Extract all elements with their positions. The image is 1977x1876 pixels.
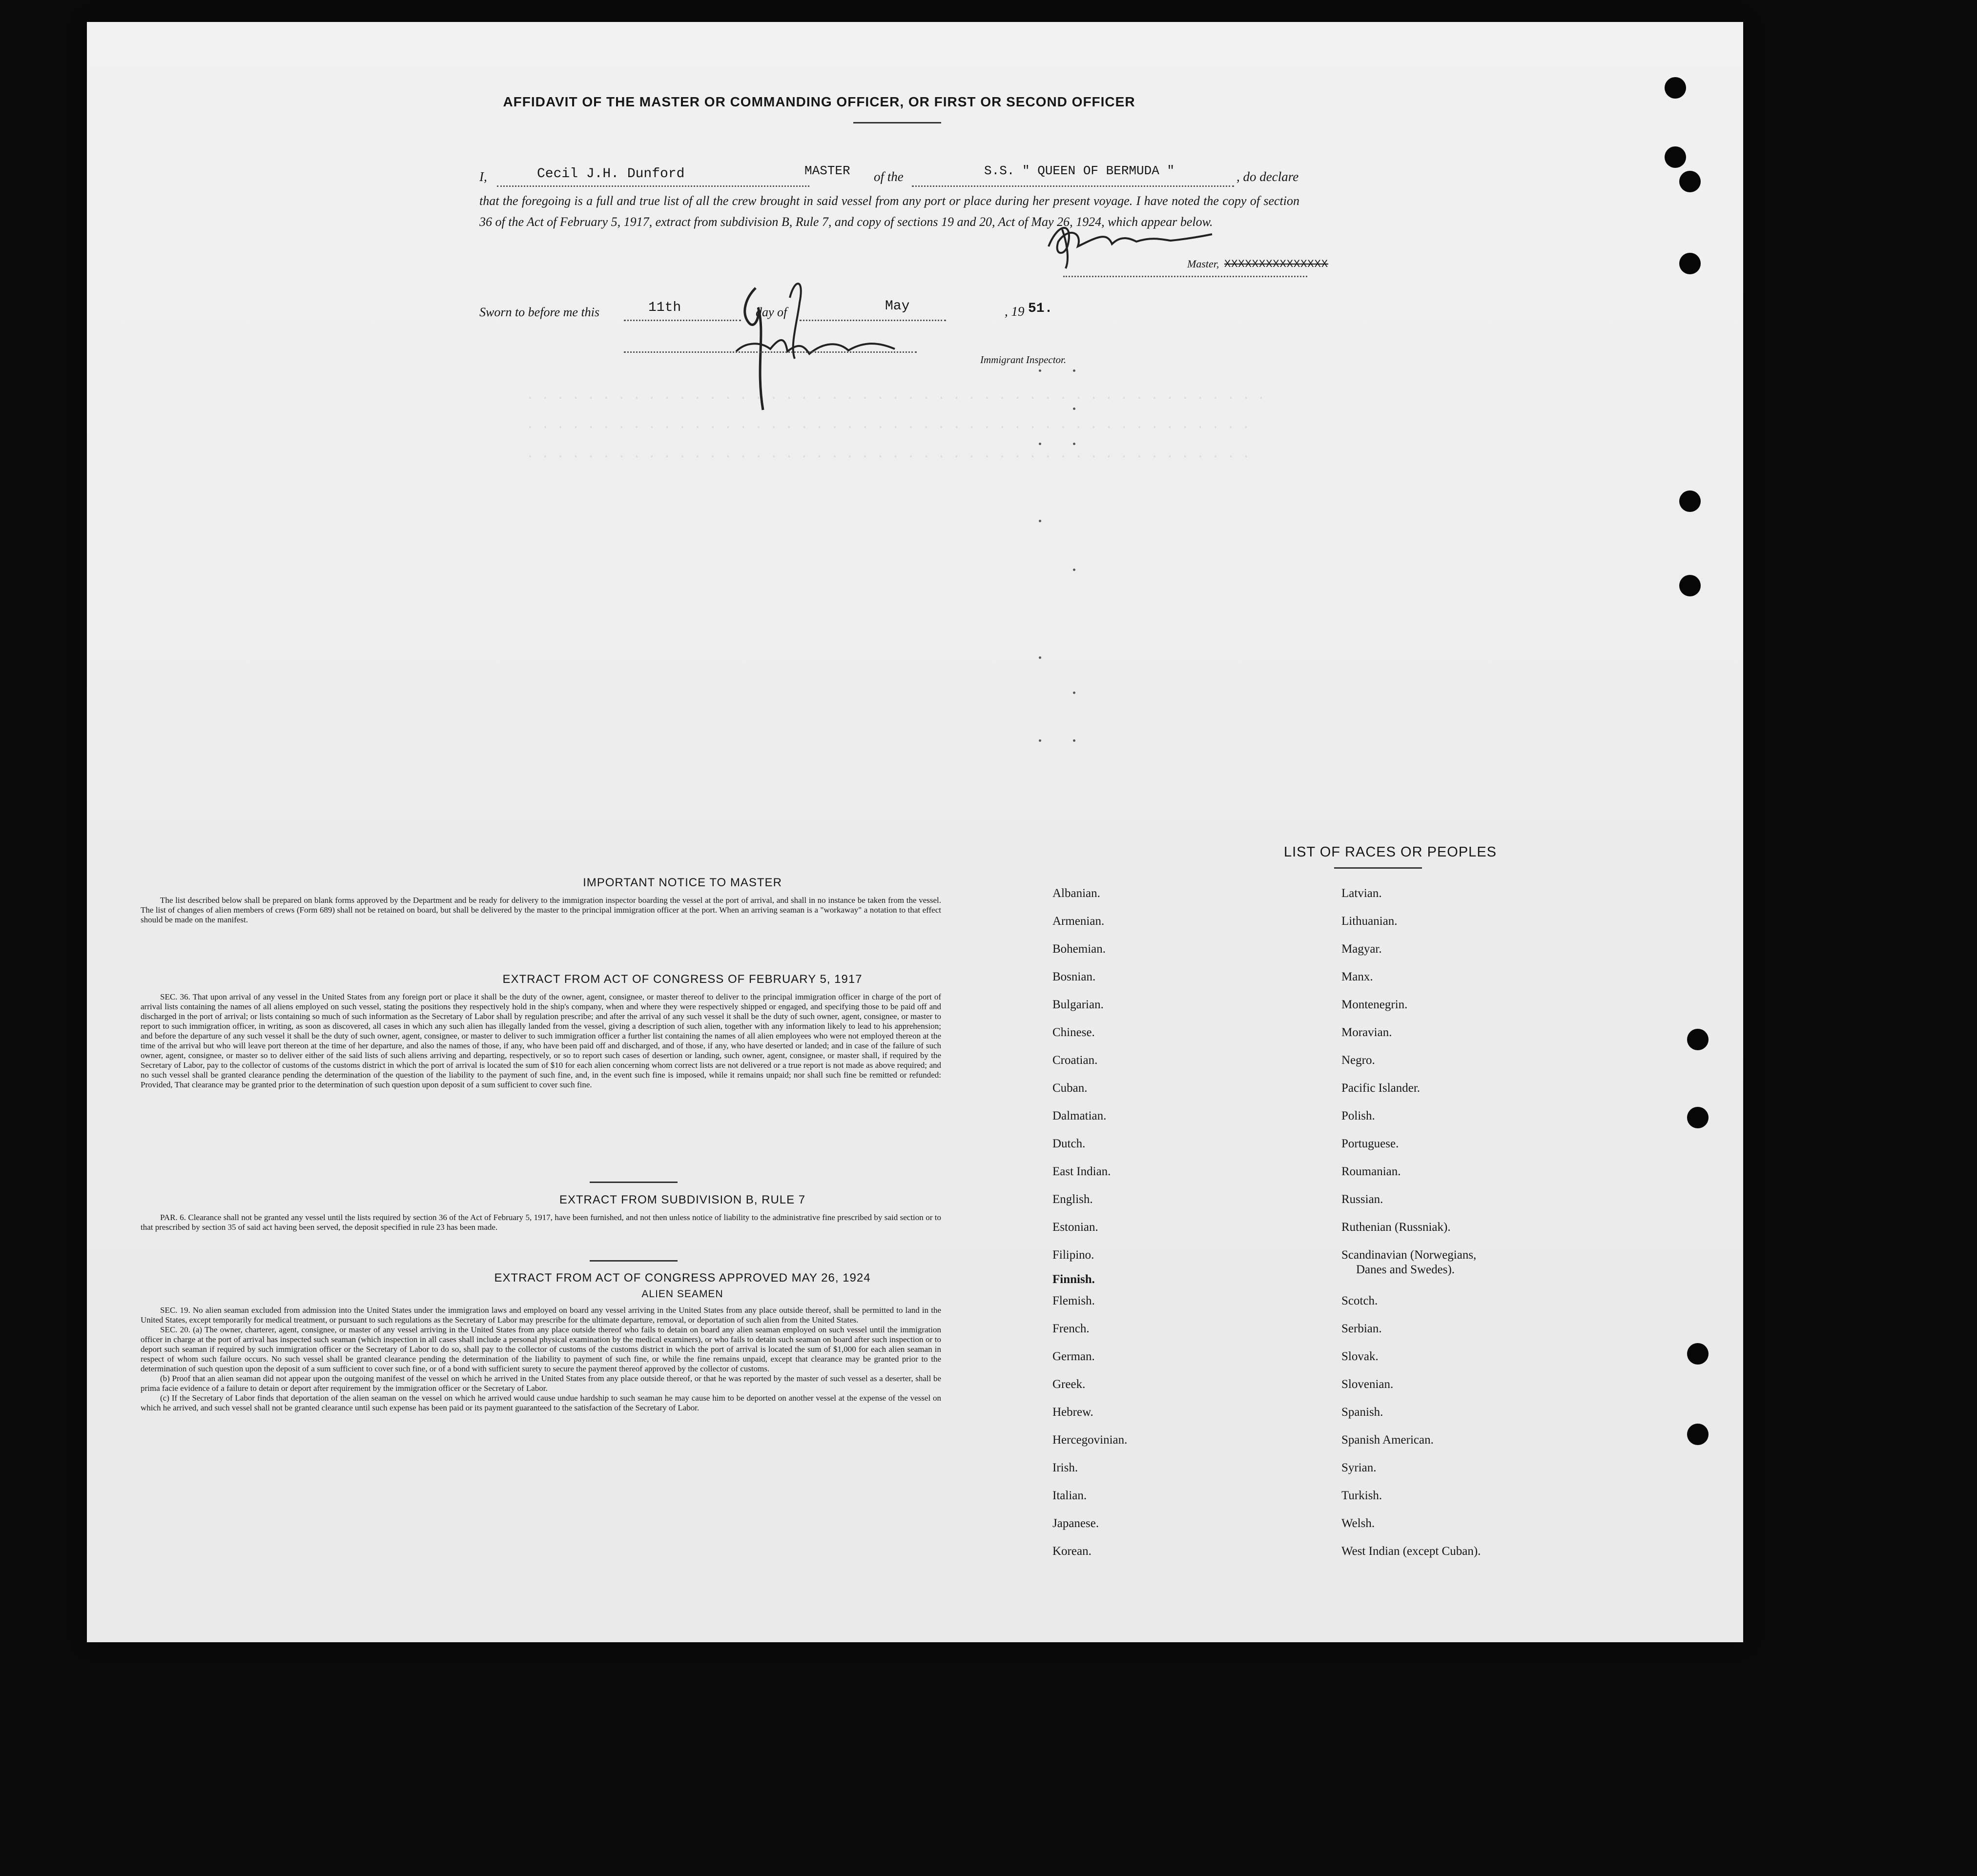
day-line xyxy=(624,320,741,321)
rule-subdivision xyxy=(590,1260,678,1262)
race-item: Negro. xyxy=(1341,1054,1375,1067)
race-item: Polish. xyxy=(1341,1109,1375,1122)
race-item: Slovenian. xyxy=(1341,1378,1394,1391)
ink-speck xyxy=(1073,408,1075,410)
document-page xyxy=(87,22,1743,1642)
section-20b-text: (b) Proof that an alien seaman did not appear upon the outgoing manifest of the vessel on which he arrived in the United States from any place outside thereof, or that he was reported by the master of such vessel as a deserter, shall be prima facie evidence of a failure to detain or deport after requirement by the immigration officer or the Secretary of Labor. xyxy=(141,1374,941,1393)
race-item: Slovak. xyxy=(1341,1350,1379,1363)
section-36-text: SEC. 36. That upon arrival of any vessel in the United States from any foreign port or place it shall be the duty of the owner, agent, consignee, or master thereof to deliver to the principal immigration officer in charge of the port of arrival lists containing the names of all aliens employed on such vessel, stating the positions they respectively hold in the ship's company, when and where they were respectively shipped or engaged, and specifying those to be paid off and discharged in the port of arrival; or lists containing so much of such information as the Secretary of Labor shall by regulation prescribe; and after the arrival of any such vessel it shall be the duty of such owner, agent, consignee, or master to report to such immigration officer, in writing, as soon as discovered, all cases in which any such alien has illegally landed from the vessel, giving a description of such alien, together with any information likely to lead to his apprehension; and before the departure of any such vessel it shall be the duty of such owner, agent, consignee, or master to deliver to such immigration officer a further list containing the names of all alien employees who were not employed thereon at the time of the arrival but who will leave port thereon at the time of her departure, and also the names of those, if any, who have been paid off and discharged, and of those, if any, who have deserted or landed; and in case of the failure of such owner, agent, consignee, or master so to deliver either of the said lists of such aliens arriving and departing, respectively, or so to report such cases of desertion or landing, such owner, agent, consignee, or master shall, if required by the Secretary of Labor, pay to the collector of customs of the customs district in which the port of arrival is located the sum of $10 for each alien concerning whom correct lists are not delivered or a true report is not made as above required; and no such vessel shall be granted clearance pending the determination of the question of the liability to the payment of such fine, and, in the event such fine is imposed, while it remains unpaid; nor shall such fine be remitted or refunded: Provided, That clearance may be granted prior to the determination of such question upon deposit of a sum sufficient to cover such fine. xyxy=(141,992,941,1089)
race-item: French. xyxy=(1052,1322,1090,1335)
race-item: Portuguese. xyxy=(1341,1137,1399,1150)
rule-1917 xyxy=(590,1182,678,1183)
prefix-i: I, xyxy=(479,169,487,184)
race-item: Russian. xyxy=(1341,1193,1383,1206)
extract-1917-title: EXTRACT FROM ACT OF CONGRESS OF FEBRUARY 5, 1917 xyxy=(502,973,863,986)
race-item: Korean. xyxy=(1052,1545,1091,1558)
race-item: Roumanian. xyxy=(1341,1165,1401,1178)
inspector-label: Immigrant Inspector. xyxy=(980,354,1067,366)
declaration-body: that the foregoing is a full and true list of all the crew brought in said vessel from any port or place during her present voyage. I have noted the copy of section 36 of the Act of February 5, 1917, extract from subdivision B, Rule 7, and copy of sections 19 and 20, Act of May 26, 1924, which appear below. xyxy=(479,194,1299,229)
ink-speck xyxy=(1073,739,1075,742)
ink-speck xyxy=(1073,369,1075,372)
punch-hole xyxy=(1679,575,1701,596)
race-item: Welsh. xyxy=(1341,1517,1375,1530)
ink-speck xyxy=(1039,656,1041,659)
sworn-prefix: Sworn to before me this xyxy=(479,305,600,319)
sworn-month: May xyxy=(885,299,910,314)
ink-speck xyxy=(1073,443,1075,445)
races-rule xyxy=(1334,867,1422,869)
race-item: Finnish. xyxy=(1052,1273,1095,1286)
race-item: Serbian. xyxy=(1341,1322,1382,1335)
race-item: Spanish. xyxy=(1341,1406,1383,1419)
punch-hole xyxy=(1665,77,1686,99)
struck-alternatives: XXXXXXXXXXXXXXX xyxy=(1224,258,1329,270)
race-item: Latvian. xyxy=(1341,887,1382,900)
ink-speck xyxy=(1073,692,1075,694)
race-item: Montenegrin. xyxy=(1341,998,1408,1011)
race-item: Ruthenian (Russniak). xyxy=(1341,1221,1451,1234)
race-item: Filipino. xyxy=(1052,1248,1094,1262)
race-item: Dutch. xyxy=(1052,1137,1086,1150)
race-item: Moravian. xyxy=(1341,1026,1392,1039)
affidavit-title: AFFIDAVIT OF THE MASTER OR COMMANDING OFFICER, OR FIRST OR SECOND OFFICER xyxy=(503,94,1135,109)
race-item: German. xyxy=(1052,1350,1095,1363)
race-item: Greek. xyxy=(1052,1378,1086,1391)
race-item: Irish. xyxy=(1052,1461,1078,1474)
race-item: Bosnian. xyxy=(1052,970,1096,983)
title-rule xyxy=(853,122,941,123)
extract-1924-body xyxy=(141,1305,941,1413)
sworn-day: 11th xyxy=(648,300,681,315)
section-20a-text: SEC. 20. (a) The owner, charterer, agent, consignee, or master of any vessel arriving in the United States from any place outside thereof who fails to detain on board any alien seaman employed on such vessel until the immigration officer in charge at the port of arrival has inspected such seaman (which inspection in all cases shall include a personal physical examination by the medical examiners), or who fails to detain such seaman on board after such inspection or to deport such seaman if required by such immigration officer or the Secretary of Labor to do so, shall pay to the collector of customs of the customs district in which the port of arrival is located the sum of $1,000 for each alien seaman in respect of whom such failure occurs. No such vessel shall be granted clearance pending the determination of the liability to payment of such fine, or while the fine remains unpaid, except that clearance may be granted prior to the determination of such question upon the deposit of a sum sufficient to cover such fine, or of a bond with sufficient surety to secure the payment thereof approved by the collector of customs. xyxy=(141,1325,941,1373)
ink-speck xyxy=(1039,739,1041,742)
day-of-label: day of xyxy=(756,305,787,319)
punch-hole xyxy=(1687,1424,1709,1445)
master-label: Master, xyxy=(1187,258,1219,270)
punch-hole xyxy=(1687,1029,1709,1050)
paragraph-6-text: PAR. 6. Clearance shall not be granted any vessel until the lists required by section 36 of the Act of February 5, 1917, have been furnished, and not then unless notice of liability to the administrative fine prescribed by said section or to that prescribed by section 35 of said act having been served, the deposit specified in rule 23 has been made. xyxy=(141,1213,941,1232)
race-item: Lithuanian. xyxy=(1341,915,1398,928)
punch-hole xyxy=(1687,1107,1709,1128)
punch-hole xyxy=(1679,490,1701,512)
race-item: English. xyxy=(1052,1193,1093,1206)
alien-seamen-subtitle: ALIEN SEAMEN xyxy=(641,1288,723,1300)
race-item: Dalmatian. xyxy=(1052,1109,1107,1122)
race-item: Armenian. xyxy=(1052,915,1105,928)
section-20c-text: (c) If the Secretary of Labor finds that deportation of the alien seaman on the vessel on which he arrived would cause undue hardship to such seaman he may cause him to be deported on another vessel at the expense of the vessel on which he arrived, and such vessel shall not be granted clearance until such expense has been paid or its payment guaranteed to the satisfaction of the Secretary of Labor. xyxy=(141,1393,941,1412)
race-item: Bulgarian. xyxy=(1052,998,1104,1011)
race-item: Pacific Islander. xyxy=(1341,1081,1421,1095)
notice-body xyxy=(141,896,941,925)
ink-speck xyxy=(1039,520,1041,522)
vessel-name: S.S. " QUEEN OF BERMUDA " xyxy=(984,163,1175,178)
notice-title: IMPORTANT NOTICE TO MASTER xyxy=(583,876,782,889)
race-item: West Indian (except Cuban). xyxy=(1341,1545,1481,1558)
name-line xyxy=(497,185,809,187)
race-item: Hercegovinian. xyxy=(1052,1433,1128,1447)
race-item: Scandinavian (Norwegians, xyxy=(1341,1248,1477,1262)
race-item: Hebrew. xyxy=(1052,1406,1093,1419)
race-item: Japanese. xyxy=(1052,1517,1099,1530)
race-item: Flemish. xyxy=(1052,1294,1095,1307)
master-name: Cecil J.H. Dunford xyxy=(537,166,685,182)
ink-speck xyxy=(1039,443,1041,445)
race-item: Albanian. xyxy=(1052,887,1100,900)
race-item: Italian. xyxy=(1052,1489,1087,1502)
race-item: Spanish American. xyxy=(1341,1433,1434,1447)
race-item: Manx. xyxy=(1341,970,1373,983)
race-item: Scotch. xyxy=(1341,1294,1378,1307)
rank: MASTER xyxy=(804,163,850,178)
subdivision-body xyxy=(141,1213,941,1232)
do-declare-label: , do declare xyxy=(1236,169,1299,184)
year-prefix: , 19 xyxy=(1005,304,1025,319)
punch-hole xyxy=(1665,146,1686,168)
ink-speck xyxy=(1073,569,1075,571)
extract-1917-body xyxy=(141,992,941,1090)
vessel-line xyxy=(912,185,1234,187)
bleed-through-lines: . . . . . . . . . . . . . . . . . . . . . . . . . . . . . . . . . . . . . . . . . . . . . . . . . . . . . . . . . . . . . . . . . . . . . . . . . . . . . . . . . . . . . . . . . . . . . . . . . . . . . . . . . . . . . . . . . . . . . . . . . . . . . . . . . . . . . . . . . . . . . . . . . xyxy=(526,388,1265,461)
extract-1924-title: EXTRACT FROM ACT OF CONGRESS APPROVED MAY 26, 1924 xyxy=(494,1271,871,1285)
of-the-label: of the xyxy=(874,169,904,184)
race-item: East Indian. xyxy=(1052,1165,1111,1178)
races-title: LIST OF RACES OR PEOPLES xyxy=(1283,844,1497,860)
section-19-text: SEC. 19. No alien seaman excluded from admission into the United States under the immigration laws and employed on board any vessel arriving in the United States from any place outside thereof, shall be permitted to land in the United States, except temporarily for medical treatment, or pursuant to such regulations as the Secretary of Labor may prescribe for the ultimate departure, removal, or deportation of such alien from the United States. xyxy=(141,1305,941,1325)
race-item: Danes and Swedes). xyxy=(1356,1263,1455,1276)
punch-hole xyxy=(1679,253,1701,274)
master-signature-line xyxy=(1063,276,1307,277)
notice-text: The list described below shall be prepared on blank forms approved by the Department and be ready for delivery to the immigration inspector boarding the vessel at the port of arrival, and shall in no instance be taken from the vessel. The list of changes of alien members of crews (Form 689) shall not be retained on board, but shall be delivered by the master to the principal immigration officer at the port. When an arriving seaman is a "workaway" a notation to that effect should be made on the manifest. xyxy=(141,896,941,924)
subdivision-title: EXTRACT FROM SUBDIVISION B, RULE 7 xyxy=(559,1193,806,1206)
punch-hole xyxy=(1687,1343,1709,1365)
year-suffix: 51. xyxy=(1028,301,1053,316)
race-item: Chinese. xyxy=(1052,1026,1095,1039)
race-item: Bohemian. xyxy=(1052,942,1106,956)
race-item: Cuban. xyxy=(1052,1081,1088,1095)
race-item: Syrian. xyxy=(1341,1461,1377,1474)
race-item: Estonian. xyxy=(1052,1221,1098,1234)
race-item: Croatian. xyxy=(1052,1054,1098,1067)
race-item: Turkish. xyxy=(1341,1489,1382,1502)
ink-speck xyxy=(1039,369,1041,372)
race-item: Magyar. xyxy=(1341,942,1382,956)
inspector-line xyxy=(624,351,917,353)
punch-hole xyxy=(1679,171,1701,192)
